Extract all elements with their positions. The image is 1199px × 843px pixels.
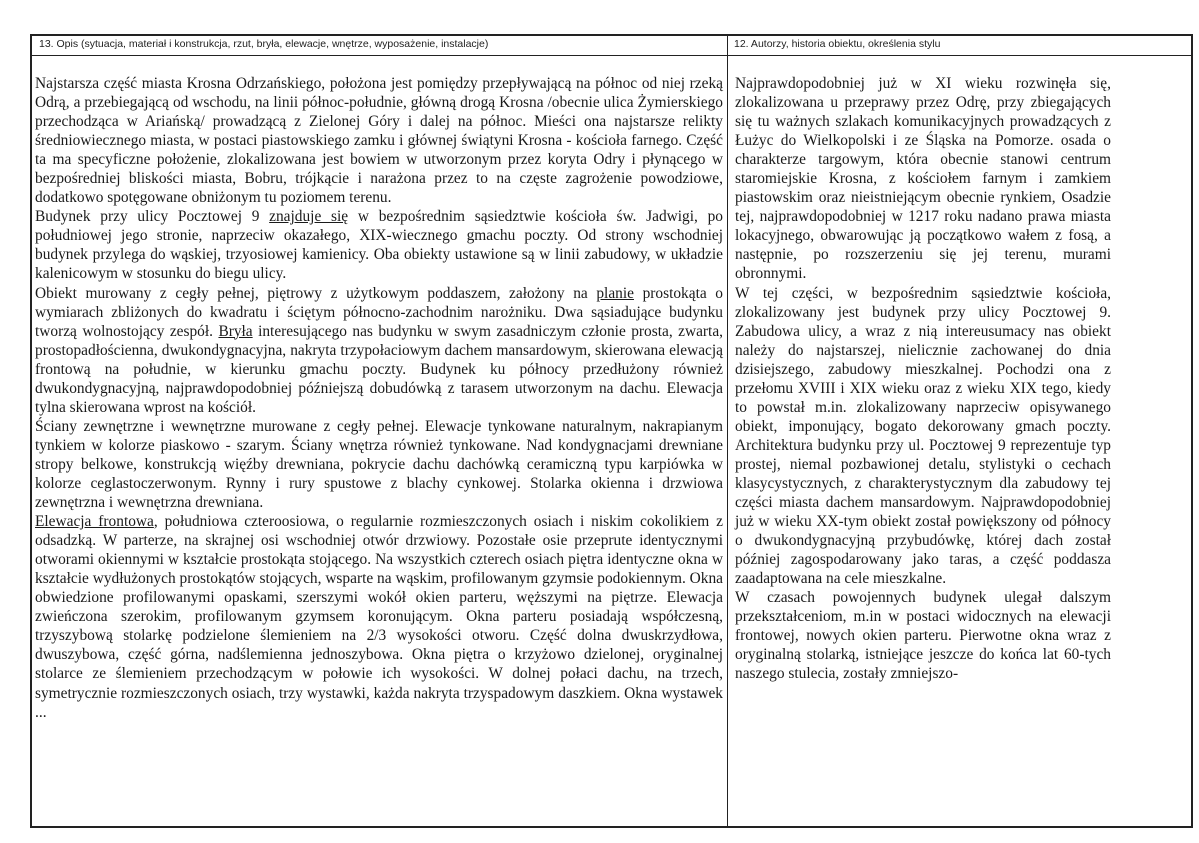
text-segment: , południowa czteroosiowa, o regularnie rozmieszczonych osiach i niskim cokolikiem z odsadzką. W parterze, na skrajnej osi wschodniej otwór drzwiowy. Pozostałe osie przeprute identycznymi otworami okiennymi w kształcie prostokąta stojącego. Na wszystkich czterech osiach piętra identyczne okna w kształcie wydłużonych prostokątów stojących, wsparte na wąskim, profilowanym gzymsie podokiennym. Okna obwiedzione profilowanymi opaskami, szerszymi wokół okien parteru, węższymi na piętrze. Elewacja zwieńczona szerokim, profilowanym gzymsem koronującym. Okna parteru posiadają współczesną, trzyszybową stolarkę podzielone ślemieniem na 2/3 wysokości otworu. Część dolna dwuskrzydłowa, dwuszybowa, część górna, nadślemienna jednoszybowa. Okna piętra o krzyżowo dzielonej, oryginalnej stolarce ze ślemieniem przechodzącym w połowie ich wysokości. W dolnej połaci dachu, na trzech, symetrycznie rozmieszczonych osiach, trzy wystawki, każda nakryta trzyspadowym daszkiem. Okna wystawek ... <box>35 513 723 721</box>
paragraph-history-building: W tej części, w bezpośrednim sąsiedztwie kościoła, zlokalizowany jest budynek przy ulicy Pocztowej 9. Zabudowa ulicy, a wraz z nią intereusumacy nas obiekt należy do najstarszej, nielicznie zachowanej do dnia dzisiejszego, zabudowy mieszkalnej. Pochodzi ona z przełomu XVIII i XIX wieku oraz z wieku XIX tego, kiedy to powstał m.in. zlokalizowany naprzeciw opisywanego obiekt, imponujący, bogato dekorowany gmach poczty. Architektura budynku przy ul. Pocztowej 9 reprezentuje typ prostej, niemal pozbawionej detalu, stylistyki o cechach klasycystycznych, z charakterystycznym dla zabudowy tej części miasta dachem mansardowym. Najprawdopodobniej już w wieku XX-tym obiekt został powiększony od północy o dwukondygnacyjną przybudówkę, której dach został później zagospodarowany jako taras, a część poddasza zaadaptowana na cele mieszkalne. <box>735 284 1111 588</box>
paragraph-plan-massing <box>35 284 723 417</box>
text-segment: Obiekt murowany z cegły pełnej, piętrowy z użytkowym poddaszem, założony na <box>35 284 597 302</box>
header-row <box>32 36 1191 56</box>
paragraph-history-postwar: W czasach powojennych budynek ulegał dalszym przekształceniom, m.in w postaci widocznych na elewacji frontowej, nowych okien parteru. Pierwotne okna wraz z oryginalną stolarką, istniejące jeszcze do końca lat 60-tych naszego stulecia, zostały zmniejszo- <box>735 589 1111 683</box>
text-segment: w bezpośrednim sąsiedztwie kościoła św. Jadwigi, po południowej jego stronie, naprzeciw okazałego, XIX-wiecznego gmachu poczty. Od strony wschodniej budynek przylega do wąskiej, trzyosiowej kamienicy. Oba obiekty ustawione są w linii zabudowy, w układzie kalenicowym w stosunku do biegu ulicy. <box>35 208 723 283</box>
column-divider <box>727 36 728 826</box>
paragraph-construction: Ściany zewnętrzne i wewnętrzne murowane z cegły pełnej. Elewacje tynkowane naturalnym, nakrapianym tynkiem w kolorze piaskowo - szarym. Ściany wnętrza również tynkowane. Nad kondygnacjami drewniane stropy belkowe, konstrukcją więźby drewniana, pokrycie dachu dachówką ceramiczną typu karpiówka w kolorze ceglastoczerwonym. Rynny i rury spustowe z blachy cynkowej. Stolarka okienna i drzwiowa zewnętrzna i wewnętrzna drewniana. <box>35 417 723 512</box>
underlined-term: Elewacja frontowa <box>35 513 154 531</box>
text-segment: interesującego nas budynku w swym zasadniczym członie prosta, zwarta, prostopadłościenna, dwukondygnacyjna, nakryta trzypołaciowym dachem mansardowym, skierowana elewacją frontową na południe, w kierunku gmachu poczty. Budynek ku północy przedłużony również dwukondygnacyjną, najprawdopodobniej późniejszą dobudówką z tarasem utworzonym na dachu. Elewacja tylna skierowana wprost na kościół. <box>35 322 723 416</box>
section-12-header: 12. Autorzy, historia obiektu, określenia stylu <box>734 38 941 50</box>
text-segment: prostokąta o wymiarach zbliżonych do kwadratu i ściętym północno-zachodnim narożniku. Dwa sąsiadujące budynku tworzą wolnostojący zespół. <box>35 284 723 340</box>
history-column <box>735 74 1111 684</box>
underlined-term: Bryła <box>218 322 253 340</box>
paragraph-location: Najstarsza część miasta Krosna Odrzańskiego, położona jest pomiędzy przepływającą na północ od niej rzeką Odrą, a przebiegającą od wschodu, na linii północ-południe, główną drogą Krosna /obecnie ulica Żymierskiego przechodząca w Ariańską/ prowadzącą z Zielonej Góry i dalej na północ. Mieści ona najstarsze relikty średniowiecznego miasta, w postaci piastowskiego zamku i głównej świątyni Krosna - kościoła farnego. Część ta ma specyficzne położenie, zlokalizowana jest bowiem w utworzonym przez koryta Odry i płynącego w bezpośredniej bliskości miasta, Bobru, trójkącie i narażona przez to na częste zagrożenie powodziowe, dodatkowo spotęgowane obniżonym tu poziomem terenu. <box>35 75 723 207</box>
description-column <box>35 74 723 722</box>
form-table <box>30 34 1193 828</box>
underlined-term: znajduje się <box>269 208 349 226</box>
paragraph-history-origin: Najprawdopodobniej już w XI wieku rozwinęła się, zlokalizowana u przeprawy przez Odrę, przy zbiegających się tu ważnych szlakach komunikacyjnych prowadzących z Łużyc do Wielkopolski i ze Śląska na Pomorze. osada o charakterze targowym, która obecnie stanowi centrum staromiejskie Krosna, z kościołem farnym i zamkiem piastowskim oraz nieistniejącym obecnie rynkiem, Osadzie tej, najprawdopodobniej w 1217 roku nadano prawa miasta lokacyjnego, obwarowując ją początkowo wałem z fosą, a następnie, po rozszerzeniu się jej terenu, murami obronnymi. <box>735 75 1111 283</box>
text-segment: Budynek przy ulicy Pocztowej 9 <box>35 208 270 226</box>
section-13-header: 13. Opis (sytuacja, materiał i konstrukcja, rzut, bryła, elewacje, wnętrze, wyposażenie, instalacje) <box>39 38 489 50</box>
underlined-term: planie <box>596 284 634 302</box>
paragraph-front-elevation <box>35 512 723 722</box>
paragraph-situation <box>35 207 723 283</box>
